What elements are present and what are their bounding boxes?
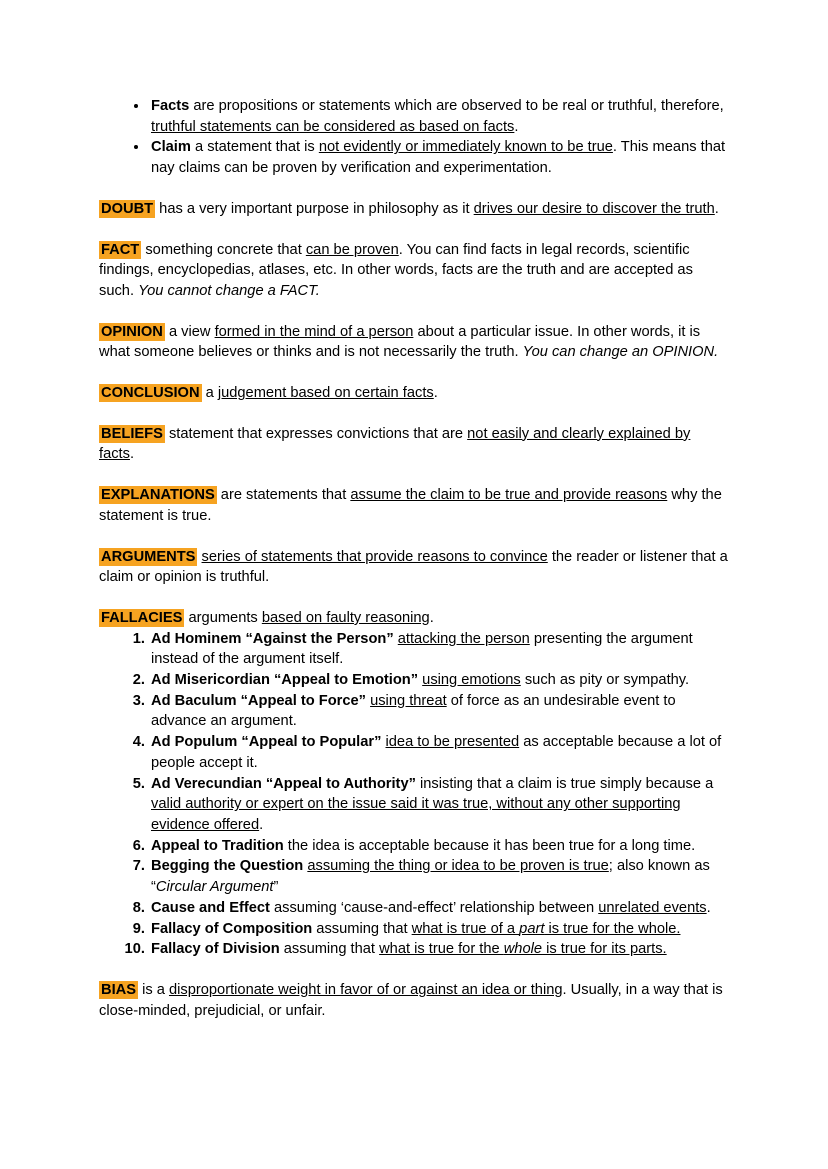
highlighted-term: ARGUMENTS — [101, 548, 196, 565]
text-run: about a particular issue. In other words, it is what someone believes or thinks and is not necessarily the truth. — [99, 323, 701, 361]
highlighted-term: BELIEFS — [101, 425, 163, 442]
list-item — [149, 629, 728, 670]
text-run: You cannot change a FACT. — [138, 282, 320, 299]
text-run: Ad Populum “Appeal to Popular” — [151, 734, 382, 751]
text-run: whole — [503, 941, 543, 958]
text-run: formed in the mind of a person — [214, 323, 414, 340]
text-run: something concrete that — [141, 241, 306, 258]
list-item — [149, 137, 728, 178]
text-run: is true for the whole. — [544, 920, 681, 937]
definitions-bullet-list — [99, 96, 728, 179]
text-run: of force as an undesirable event to advance an argument. — [151, 692, 676, 730]
highlighted-term: FACT — [101, 241, 140, 258]
text-run: has a very important purpose in philosophy as it — [155, 200, 474, 217]
text-run: Fallacy of Composition — [151, 920, 313, 937]
text-run: Facts — [151, 98, 190, 114]
text-run: the reader or listener that a claim or opinion is truthful. — [99, 548, 728, 586]
text-run: valid authority or expert on the issue said it was true, without any other supporting evidence offered — [151, 796, 681, 833]
text-run: Cause and Effect — [151, 899, 270, 916]
text-run: arguments — [184, 609, 262, 626]
text-run: attacking the person — [397, 630, 530, 647]
list-item — [149, 898, 728, 919]
highlighted-term: OPINION — [101, 323, 163, 340]
text-run: unrelated events — [598, 899, 707, 916]
text-run: as acceptable because a lot of people accept it. — [151, 734, 722, 771]
text-run: what is true of a — [411, 920, 520, 937]
list-item — [149, 919, 728, 940]
text-run: part — [519, 920, 545, 937]
explanations-paragraph — [99, 485, 728, 526]
list-item — [149, 774, 728, 836]
text-run: a statement that is — [190, 139, 319, 156]
text-run: are propositions or statements which are observed to be real or truthful, therefore, — [189, 98, 724, 114]
list-item — [149, 836, 728, 857]
text-run: ” — [273, 879, 279, 896]
text-run: is true for its parts. — [542, 941, 667, 958]
text-run: assuming that — [312, 920, 412, 937]
text-run: Fallacy of Division — [151, 941, 280, 958]
text-run: judgement based on certain facts — [217, 385, 434, 402]
text-run: truthful statements can be considered as based on facts — [151, 118, 515, 135]
text-run: . You can find facts in legal records, scientific findings, encyclopedias, atlases, etc. In other words, facts are the truth and are accepted as such. — [99, 241, 693, 299]
doubt-paragraph — [99, 199, 728, 220]
text-run: statement that expresses convictions that are — [164, 425, 468, 442]
text-run: Circular Argument — [155, 879, 274, 896]
text-run: such as pity or sympathy. — [520, 672, 690, 689]
list-item — [149, 939, 728, 960]
text-run: insisting that a claim is true simply because a — [415, 775, 714, 792]
text-run: . — [129, 446, 135, 463]
arguments-paragraph — [99, 547, 728, 588]
text-run: using emotions — [422, 672, 521, 689]
highlighted-term: BIAS — [101, 981, 137, 998]
opinion-paragraph — [99, 322, 728, 363]
text-run: series of statements that provide reasons to convince — [201, 548, 548, 565]
text-run: Ad Baculum “Appeal to Force” — [151, 692, 366, 709]
text-run: . — [514, 118, 519, 135]
text-run: Ad Misericordian “Appeal to Emotion” — [151, 672, 419, 689]
fact-paragraph — [99, 240, 728, 302]
text-run: presenting the argument instead of the argument itself. — [151, 630, 693, 668]
text-run: idea to be presented — [385, 734, 520, 751]
text-run: Begging the Question — [151, 858, 304, 875]
text-run: You can change an OPINION. — [522, 344, 719, 361]
text-run: a view — [164, 323, 215, 340]
list-item — [149, 670, 728, 691]
text-run: not evidently or immediately known to be true — [318, 139, 613, 156]
text-run: not easily and clearly explained by facts — [99, 425, 691, 463]
fallacies-numbered-list — [99, 629, 728, 960]
text-run: is a — [138, 981, 169, 998]
text-run: . Usually, in a way that is close-minded, prejudicial, or unfair. — [99, 981, 723, 1019]
highlighted-term: CONCLUSION — [101, 385, 200, 402]
text-run: ; also known as “ — [151, 858, 710, 896]
text-run: Ad Verecundian “Appeal to Authority” — [151, 775, 416, 792]
text-run: using threat — [370, 692, 447, 709]
text-run: assume the claim to be true and provide reasons — [350, 487, 668, 504]
text-run: why the statement is true. — [99, 487, 722, 524]
text-run: . — [429, 609, 434, 626]
conclusion-paragraph — [99, 383, 728, 404]
highlighted-term: FALLACIES — [101, 609, 183, 626]
text-run: assuming that — [279, 941, 380, 958]
text-run: are statements that — [216, 487, 351, 504]
beliefs-paragraph — [99, 424, 728, 465]
text-run: a — [201, 385, 218, 402]
highlighted-term: DOUBT — [101, 200, 154, 217]
list-item — [149, 96, 728, 137]
text-run: assuming the thing or idea to be proven is true — [307, 858, 609, 875]
text-run: Ad Hominem “Against the Person” — [151, 630, 394, 647]
list-item — [149, 691, 728, 732]
text-run: Appeal to Tradition — [151, 837, 284, 854]
text-run: . — [259, 816, 264, 833]
text-run: drives our desire to discover the truth — [473, 200, 715, 217]
text-run: what is true for the — [379, 941, 504, 958]
text-run: assuming ‘cause-and-effect’ relationship between — [269, 899, 599, 916]
document-content — [99, 96, 728, 1021]
text-run: . — [714, 200, 719, 217]
text-run: . — [706, 899, 711, 916]
text-run: based on faulty reasoning — [261, 609, 430, 626]
list-item — [149, 732, 728, 773]
text-run: . — [433, 385, 438, 402]
text-run: the idea is acceptable because it has been true for a long time. — [283, 837, 696, 854]
list-item — [149, 856, 728, 897]
text-run: disproportionate weight in favor of or against an idea or thing — [168, 981, 563, 998]
text-run: Claim — [151, 139, 191, 156]
fallacies-paragraph — [99, 608, 728, 629]
highlighted-term: EXPLANATIONS — [101, 487, 215, 504]
bias-paragraph — [99, 980, 728, 1021]
text-run: . This means that nay claims can be proven by verification and experimentation. — [151, 139, 726, 177]
text-run: can be proven — [305, 241, 399, 258]
